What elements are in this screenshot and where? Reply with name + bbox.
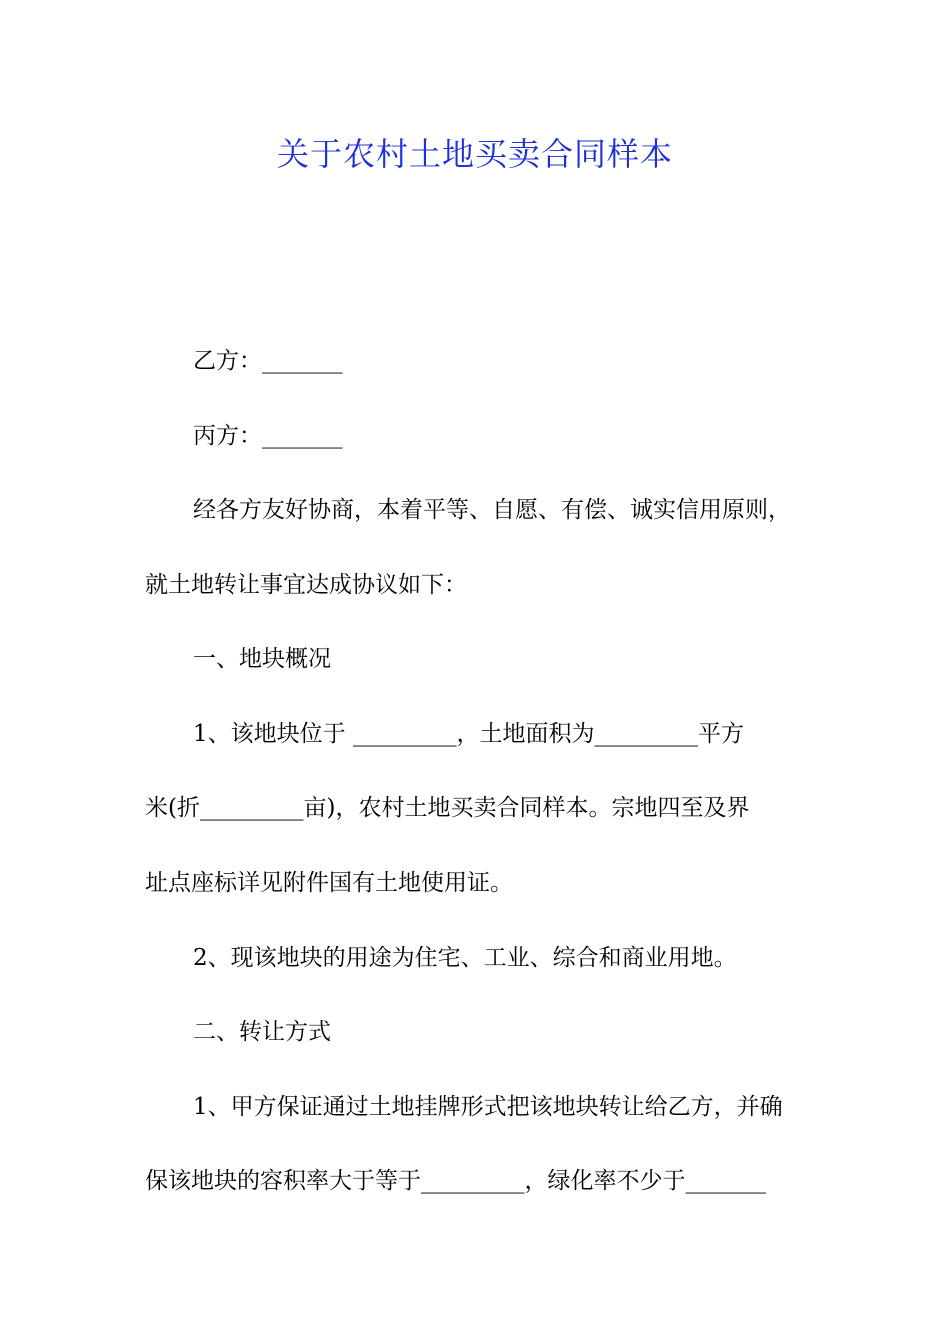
preamble-line-1: 经各方友好协商，本着平等、自愿、有偿、诚实信用原则， xyxy=(193,497,791,523)
clause-1-1-line-3: 址点座标详见附件国有土地使用证。 xyxy=(145,870,513,896)
clause-1-2-line: 2、现该地块的用途为住宅、工业、综合和商业用地。 xyxy=(193,945,737,971)
document-title: 关于农村土地买卖合同样本 xyxy=(276,135,673,173)
preamble-line-2: 就土地转让事宜达成协议如下： xyxy=(145,572,467,598)
clause-1-1-line-1: 1、该地块位于 _________，土地面积为_________平方 xyxy=(193,721,744,747)
section-heading-2: 二、转让方式 xyxy=(193,1019,331,1045)
party-c-line: 丙方：_______ xyxy=(193,423,343,449)
clause-2-1-line-1: 1、甲方保证通过土地挂牌形式把该地块转让给乙方，并确 xyxy=(193,1094,783,1120)
clause-2-1-line-2: 保该地块的容积率大于等于_________，绿化率不少于_______ xyxy=(145,1168,766,1194)
party-b-line: 乙方：_______ xyxy=(193,348,343,374)
clause-1-1-line-2: 米(折_________亩)，农村土地买卖合同样本。宗地四至及界 xyxy=(145,795,750,821)
section-heading-1: 一、地块概况 xyxy=(193,646,331,672)
